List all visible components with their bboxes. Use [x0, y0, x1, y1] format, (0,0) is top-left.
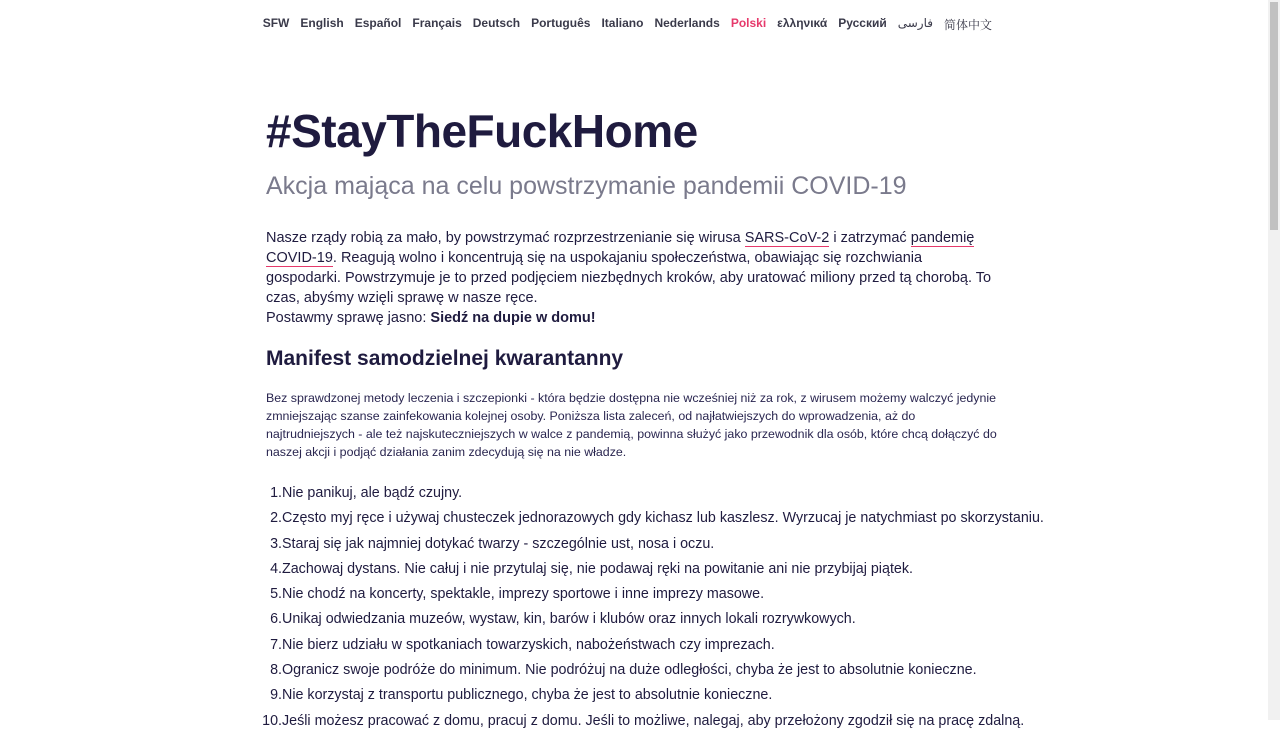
list-item	[266, 609, 1026, 634]
lang-link-russian[interactable]: Русский	[838, 16, 887, 30]
stay-home-statement	[266, 308, 596, 328]
covid-19-pandemic-link[interactable]: pandemię COVID-19	[266, 230, 975, 266]
list-item-number: 1.	[270, 485, 282, 501]
lang-link-espanol[interactable]: Español	[354, 16, 402, 30]
list-item-text: Nie bierz udziału w spotkaniach towarzyskich, nabożeństwach czy imprezach.	[282, 636, 775, 653]
list-item	[266, 534, 1026, 559]
list-item-text: Często myj ręce i używaj chusteczek jednorazowych gdy kichasz lub kaszlesz. Wyrzucaj je natychmiast po skorzystaniu.	[282, 510, 1044, 527]
list-item-text: Jeśli możesz pracować z domu, pracuj z domu. Jeśli to możliwe, nalegaj, aby przełożony zgodził się na pracę zdalną.	[282, 712, 1025, 729]
statement-bold: Siedź na dupie w domu!	[430, 310, 596, 326]
list-item-text: Zachowaj dystans. Nie całuj i nie przytulaj się, nie podawaj ręki na powitanie ani nie przybijaj piątek.	[282, 560, 913, 577]
list-item-number: 5.	[270, 586, 282, 603]
list-item-text: Staraj się jak najmniej dotykać twarzy - szczególnie ust, nosa i oczu.	[282, 535, 715, 552]
lang-link-sfw[interactable]: SFW	[262, 16, 290, 30]
list-item	[266, 508, 1044, 533]
list-item	[262, 711, 1026, 736]
list-item-text: Unikaj odwiedzania muzeów, wystaw, kin, barów i klubów oraz innych lokali rozrywkowych.	[282, 611, 856, 628]
lang-link-italiano[interactable]: Italiano	[601, 16, 644, 30]
list-item	[266, 584, 1026, 609]
vertical-scrollbar[interactable]	[1268, 0, 1280, 720]
lang-link-chinese[interactable]: 简体中文	[943, 18, 992, 32]
statement-prefix: Postawmy sprawę jasno:	[266, 310, 431, 326]
lang-link-portugues[interactable]: Português	[531, 16, 591, 30]
list-item	[266, 559, 1026, 584]
manifest-heading: Manifest samodzielnej kwarantanny	[266, 347, 624, 370]
page-title: #StayTheFuckHome	[266, 105, 698, 157]
list-item	[266, 685, 1026, 710]
list-item-number: 7.	[270, 636, 282, 653]
list-item-text: Nie chodź na koncerty, spektakle, imprezy sportowe i inne imprezy masowe.	[282, 586, 765, 603]
list-item-number: 10.	[262, 712, 282, 729]
intro-text-1: Nasze rządy robią za mało, by powstrzymać rozprzestrzenianie się wirusa	[266, 230, 745, 246]
list-item	[266, 660, 1026, 685]
page-subtitle: Akcja mająca na celu powstrzymanie pandemii COVID-19	[266, 172, 907, 200]
lang-link-greek[interactable]: ελληνικά	[777, 16, 828, 30]
list-item-number: 6.	[270, 611, 282, 628]
sars-cov-2-link[interactable]: SARS-CoV-2	[744, 230, 830, 246]
language-nav	[263, 16, 992, 33]
lang-link-francais[interactable]: Français	[412, 16, 462, 30]
list-item-number: 9.	[270, 687, 282, 704]
lang-link-persian[interactable]: فارسی	[897, 16, 933, 30]
list-item	[266, 483, 1026, 508]
list-item	[266, 635, 1026, 660]
manifest-intro: Bez sprawdzonej metody leczenia i szczepionki - która będzie dostępna nie wcześniej niż za rok, z wirusem możemy walczyć jedynie zmniejszając szanse zainfekowania kolejnej osoby. Poniższa lista zaleceń, od najłatwiejszych do wprowadzenia, aż do najtrudniejszych - ale też najskuteczniejszych w walce z pandemią, powinna służyć jako przewodnik dla osób, które chcą dołączyć do naszej akcji i podjąć działania zanim zdecydują się na nie władze.	[266, 391, 997, 459]
list-item-number: 8.	[270, 662, 282, 679]
list-item-text: Nie korzystaj z transportu publicznego, chyba że jest to absolutnie konieczne.	[282, 687, 773, 704]
list-item-text: Nie panikuj, ale bądź czujny.	[282, 485, 463, 501]
list-item-number: 2.	[270, 510, 282, 527]
list-item-number: 4.	[270, 560, 282, 577]
lang-link-deutsch[interactable]: Deutsch	[472, 16, 521, 30]
lang-link-nederlands[interactable]: Nederlands	[654, 16, 720, 30]
scrollbar-thumb[interactable]	[1270, 2, 1278, 230]
list-item-text: Ogranicz swoje podróże do minimum. Nie podróżuj na duże odległości, chyba że jest to absolutnie konieczne.	[282, 662, 977, 679]
lang-link-english[interactable]: English	[300, 16, 344, 30]
recommendations-list	[262, 483, 1044, 736]
list-item-number: 3.	[270, 535, 282, 552]
lang-link-polski-active[interactable]: Polski	[730, 16, 767, 30]
intro-text-3: . Reagują wolno i koncentrują się na uspokajaniu społeczeństwa, obawiając się rozchwiania gospodarki. Powstrzymuje je to przed podjęciem niezbędnych kroków, aby uratować miliony przed tą chorobą. To czas, abyśmy wzięli sprawę w nasze ręce.	[266, 250, 992, 306]
intro-text-2: i zatrzymać	[829, 230, 911, 246]
intro-paragraph	[266, 228, 1000, 308]
